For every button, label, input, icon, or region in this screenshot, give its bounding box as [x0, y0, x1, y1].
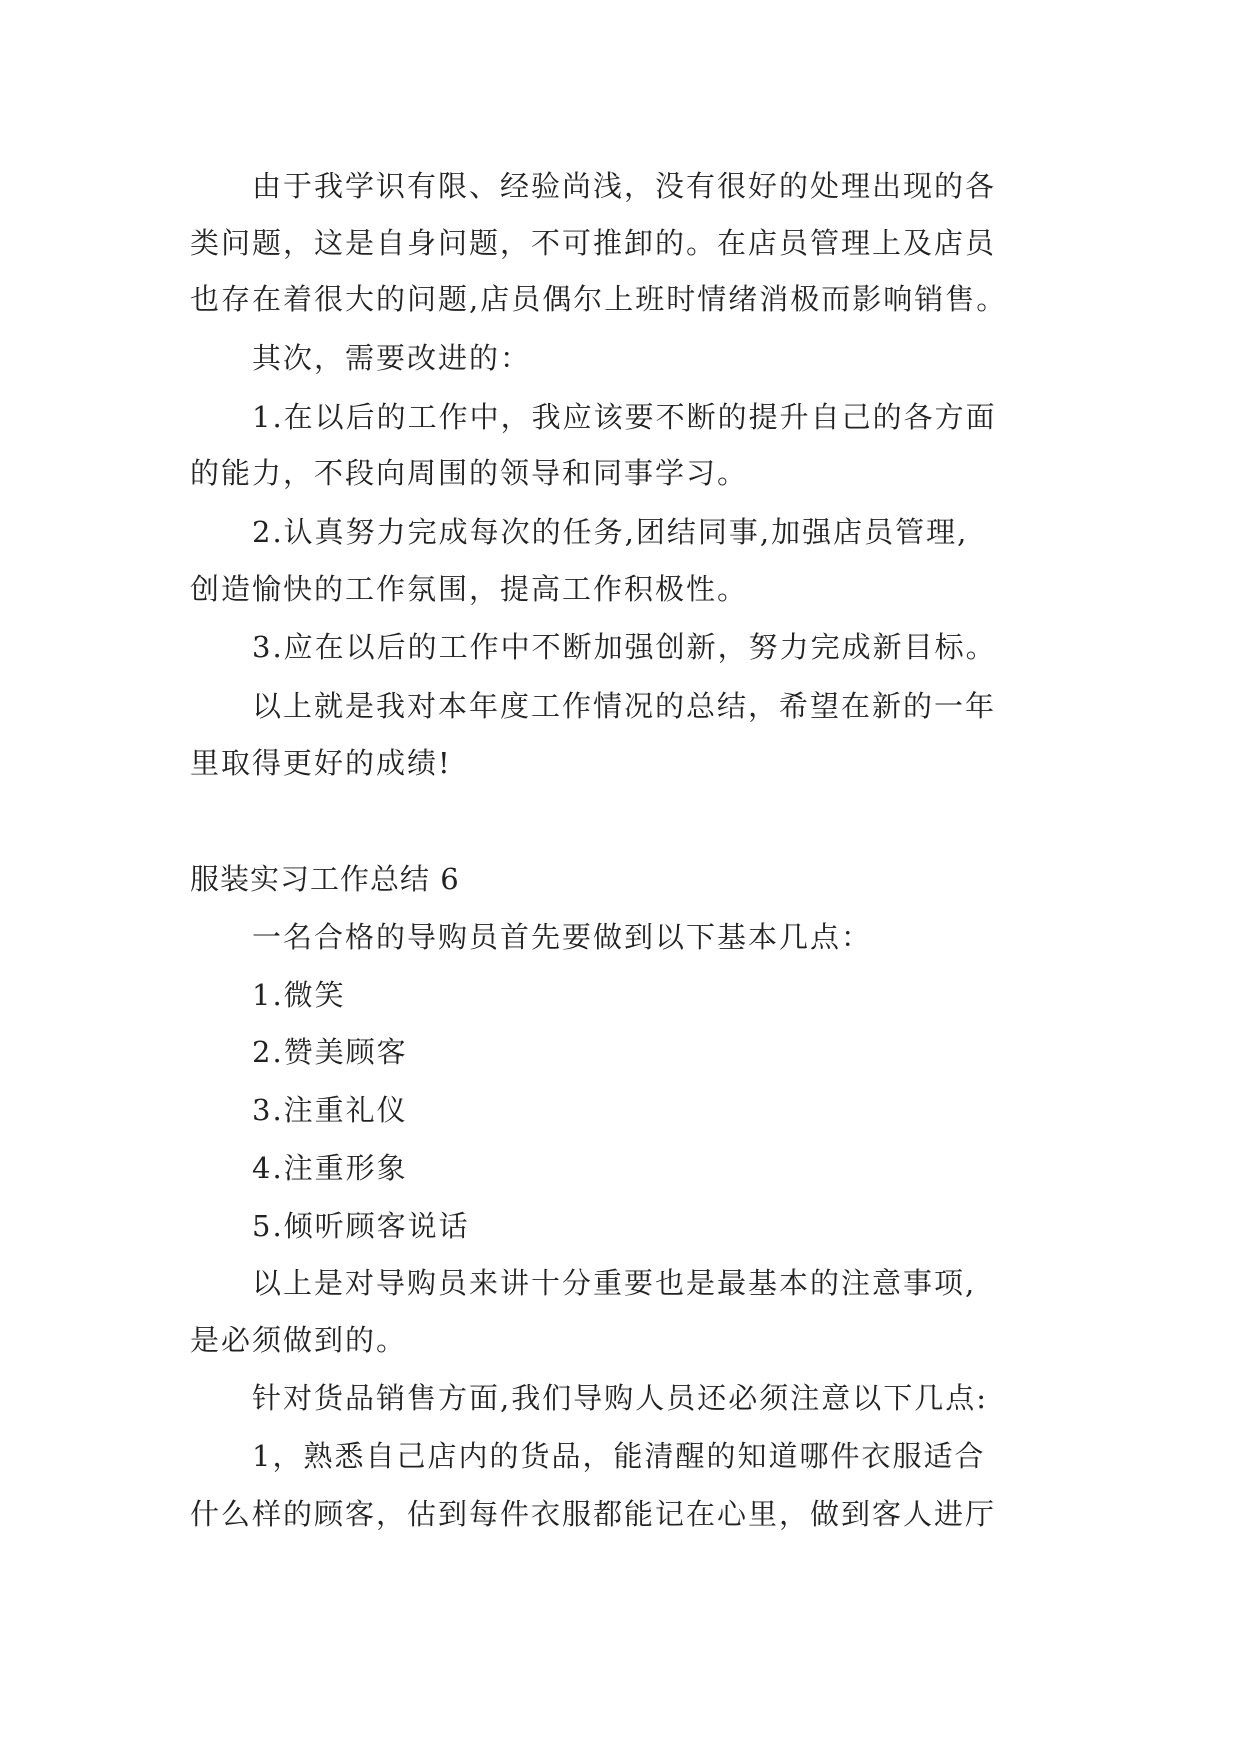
paragraph-line: 其次，需要改进的： — [252, 341, 532, 375]
paragraph-line: 也存在着很大的问题,店员偶尔上班时情绪消极而影响销售。 — [190, 282, 1008, 316]
list-item: 5.倾听顾客说话 — [252, 1209, 470, 1243]
list-item: 2.赞美顾客 — [252, 1035, 408, 1069]
paragraph-line: 什么样的顾客，估到每件衣服都能记在心里，做到客人进厅 — [190, 1497, 997, 1531]
paragraph-line: 1，熟悉自己店内的货品，能清醒的知道哪件衣服适合 — [252, 1439, 986, 1473]
section-title: 服装实习工作总结 6 — [190, 862, 460, 896]
paragraph-line: 类问题，这是自身问题，不可推卸的。在店员管理上及店员 — [190, 226, 997, 260]
paragraph-line: 3.应在以后的工作中不断加强创新，努力完成新目标。 — [252, 630, 997, 664]
paragraph-line: 以上就是我对本年度工作情况的总结，希望在新的一年 — [252, 689, 997, 723]
paragraph-line: 创造愉快的工作氛围，提高工作积极性。 — [190, 572, 749, 606]
paragraph-line: 里取得更好的成绩! — [190, 746, 452, 780]
list-item: 1.微笑 — [252, 978, 346, 1012]
paragraph-line: 由于我学识有限、经验尚浅，没有很好的处理出现的各 — [252, 169, 997, 203]
paragraph-line: 1.在以后的工作中，我应该要不断的提升自己的各方面 — [252, 400, 997, 434]
list-item: 4.注重形象 — [252, 1151, 408, 1185]
paragraph-line: 是必须做到的。 — [190, 1323, 408, 1357]
paragraph-line: 针对货品销售方面,我们导购人员还必须注意以下几点: — [252, 1381, 988, 1415]
paragraph-line: 以上是对导购员来讲十分重要也是最基本的注意事项, — [252, 1266, 977, 1300]
paragraph-line: 一名合格的导购员首先要做到以下基本几点： — [252, 920, 873, 954]
paragraph-line: 的能力，不段向周围的领导和同事学习。 — [190, 456, 749, 490]
paragraph-line: 2.认真努力完成每次的任务,团结同事,加强店员管理, — [252, 515, 969, 549]
list-item: 3.注重礼仪 — [252, 1093, 408, 1127]
